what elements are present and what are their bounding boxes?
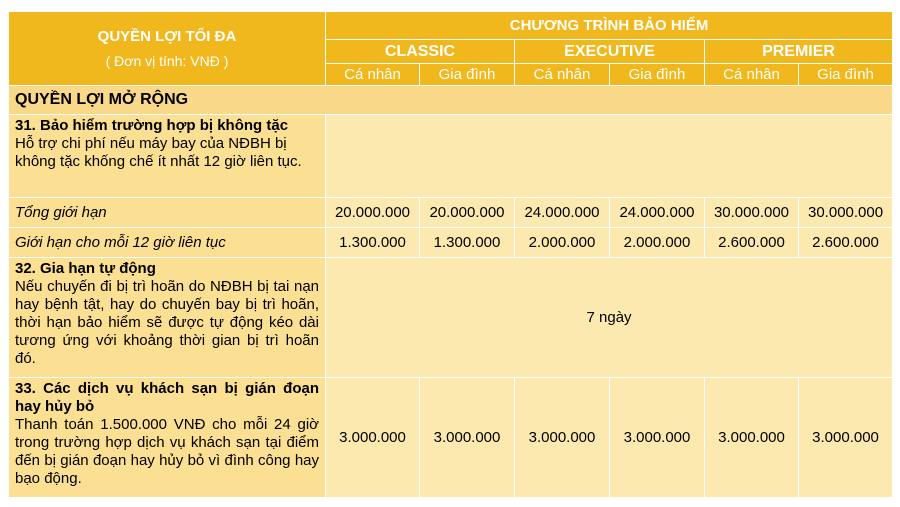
value-cell: 3.000.000 <box>610 378 705 498</box>
header-left-title: QUYỀN LỢI TỐI ĐA <box>97 27 237 45</box>
value-cell: 20.000.000 <box>326 198 420 228</box>
sub-label-family: Gia đình <box>799 64 893 86</box>
value-cell: 3.000.000 <box>326 378 420 498</box>
value-cell: 2.600.000 <box>799 228 893 258</box>
value-cell: 1.300.000 <box>420 228 515 258</box>
value-cell: 24.000.000 <box>515 198 610 228</box>
item-31-title: 31. Bảo hiểm trường hợp bị không tặc <box>15 117 289 134</box>
value-cell: 3.000.000 <box>515 378 610 498</box>
header-max-benefits <box>9 12 326 86</box>
value-cell: 2.000.000 <box>515 228 610 258</box>
item-32-description <box>9 258 326 378</box>
sub-label-individual: Cá nhân <box>515 64 610 86</box>
item-32-value: 7 ngày <box>326 258 893 378</box>
item-32-desc: Nếu chuyến đi bị trì hoãn do NĐBH bị tai nạn hay bệnh tật, hay do chuyến bay bị trì hoãn, thời hạn bảo hiểm sẽ được tự động kéo dài tương ứng với khoảng thời gian bị trì hoãn đó. <box>15 278 319 367</box>
value-cell: 30.000.000 <box>799 198 893 228</box>
row-label-12h-limit: Giới hạn cho mỗi 12 giờ liên tục <box>9 228 326 258</box>
plan-premier: PREMIER <box>705 40 893 64</box>
value-cell: 3.000.000 <box>420 378 515 498</box>
value-cell: 30.000.000 <box>705 198 799 228</box>
row-label-total-limit: Tổng giới hạn <box>9 198 326 228</box>
item-33-title: 33. Các dịch vụ khách sạn bị gián đoạn hay hủy bỏ <box>15 380 319 415</box>
item-31-desc: Hỗ trợ chi phí nếu máy bay của NĐBH bị không tặc khống chế ít nhất 12 giờ liên tục. <box>15 135 302 170</box>
plan-executive: EXECUTIVE <box>515 40 705 64</box>
item-31-blank <box>326 115 893 198</box>
item-33-description <box>9 378 326 498</box>
value-cell: 24.000.000 <box>610 198 705 228</box>
sub-label-individual: Cá nhân <box>705 64 799 86</box>
item-32-title: 32. Gia hạn tự động <box>15 260 156 277</box>
value-cell: 1.300.000 <box>326 228 420 258</box>
benefits-table <box>8 11 893 498</box>
item-31-description <box>9 115 326 198</box>
plan-classic: CLASSIC <box>326 40 515 64</box>
item-33-desc: Thanh toán 1.500.000 VNĐ cho mỗi 24 giờ trong trường hợp dịch vụ khách sạn tại điểm đến bị gián đoạn hay hủy bỏ vì đình công hay bạo động. <box>15 416 319 487</box>
value-cell: 20.000.000 <box>420 198 515 228</box>
section-title: QUYỀN LỢI MỞ RỘNG <box>9 86 893 115</box>
sub-label-individual: Cá nhân <box>326 64 420 86</box>
header-program-title: CHƯƠNG TRÌNH BẢO HIỂM <box>326 12 893 40</box>
value-cell: 3.000.000 <box>705 378 799 498</box>
sub-label-family: Gia đình <box>610 64 705 86</box>
value-cell: 2.600.000 <box>705 228 799 258</box>
header-unit-note: ( Đơn vị tính: VNĐ ) <box>105 52 229 69</box>
value-cell: 2.000.000 <box>610 228 705 258</box>
sub-label-family: Gia đình <box>420 64 515 86</box>
value-cell: 3.000.000 <box>799 378 893 498</box>
